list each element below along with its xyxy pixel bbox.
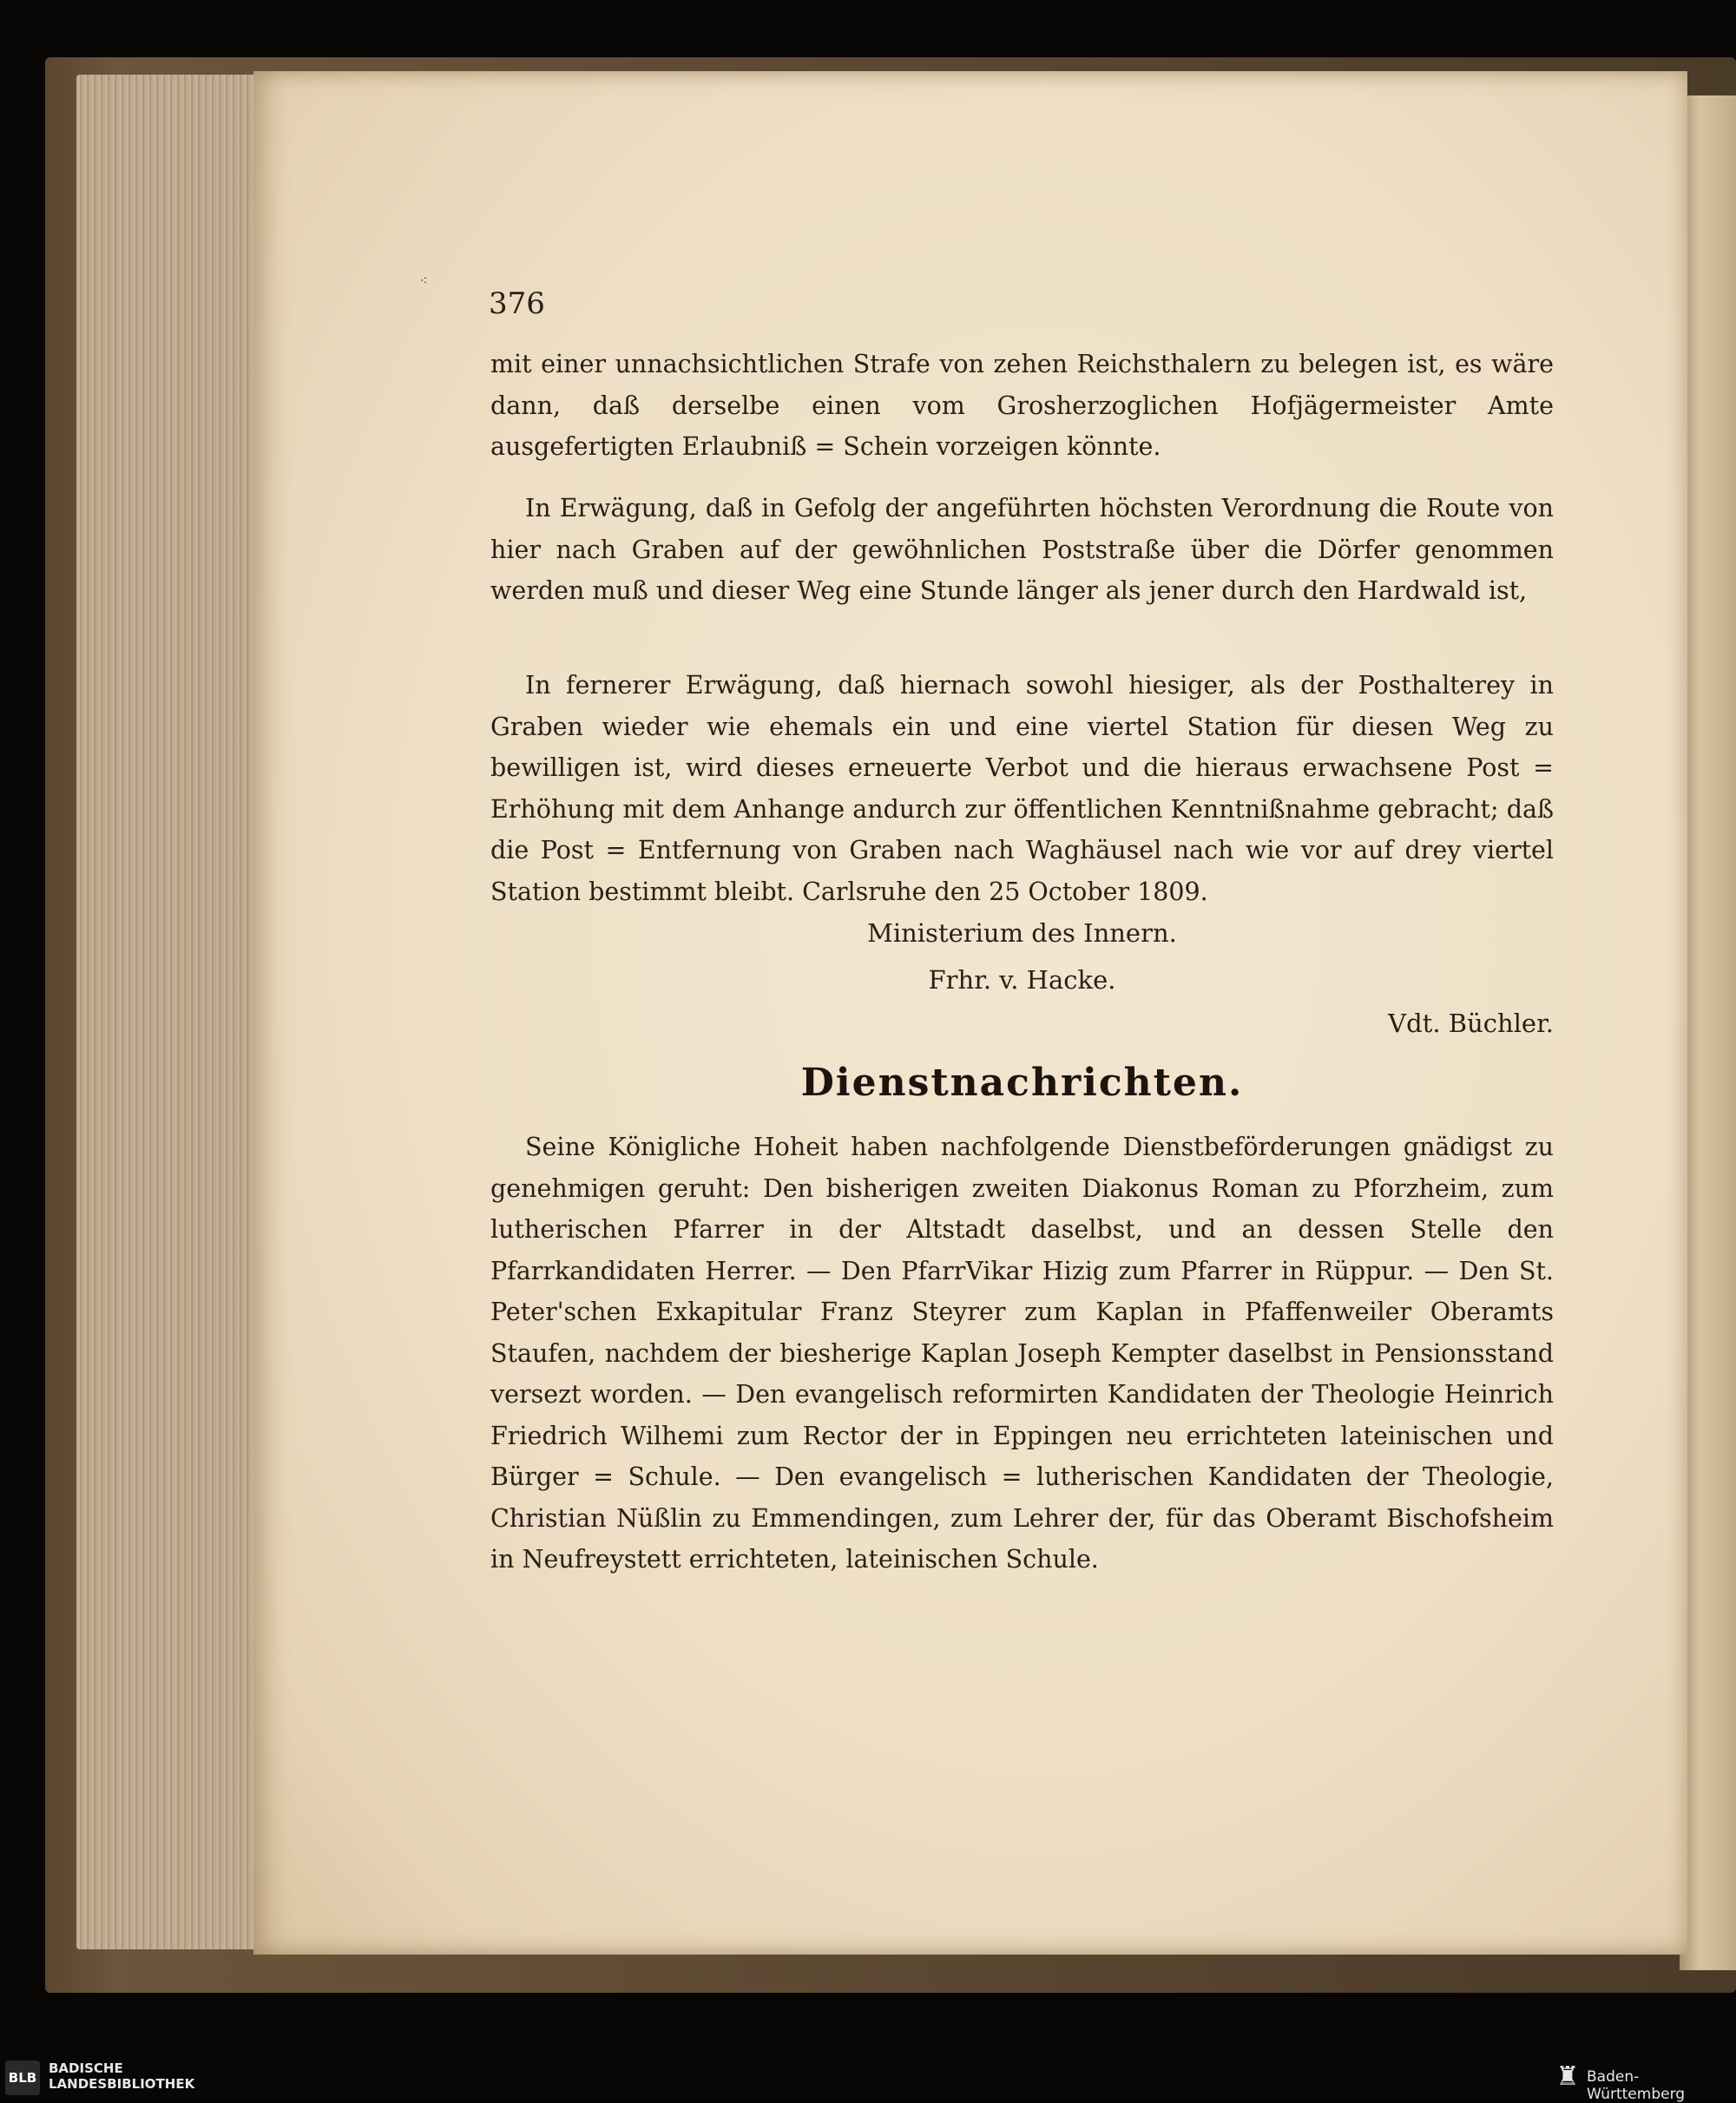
library-name-line-1: BADISCHE <box>49 2060 123 2076</box>
library-logo-icon: BLB <box>5 2060 40 2095</box>
section-heading: Dienstnachrichten. <box>800 1061 1244 1105</box>
state-name: Baden-Württemberg <box>1587 2068 1686 2103</box>
page-number: 376 <box>489 286 545 321</box>
paragraph-3: In fernerer Erwägung, daß hiernach sowohl hiesiger, als der Posthalterey in Graben wieder wie ehemals ein und eine viertel Station für diesen Weg zu bewilligen ist, wird dieses erneuerte Verbot und die hieraus erwachsene Post = Erhöhung mit dem Anhange andurch zur öffentlichen Kenntnißnahme gebracht; daß die Post = Entfernung von Graben nach Waghäusel nach wie vor auf drey viertel Station bestimmt bleibt. Carlsruhe den 25 October 1809. <box>490 671 1554 906</box>
ministry-line: Ministerium des Innern. <box>867 918 1177 948</box>
facing-page-edge <box>1680 95 1736 1970</box>
state-coat-of-arms-icon: ♜ <box>1555 2061 1580 2092</box>
footer-bar <box>0 2055 1736 2099</box>
library-name <box>49 2060 194 2092</box>
signatory-line: Frhr. v. Hacke. <box>928 965 1116 995</box>
paragraph-1: mit einer unnachsichtlichen Strafe von zehen Reichsthalern zu belegen ist, es wäre dann, daß derselbe einen vom Grosherzoglichen Hofjägermeister Amte ausgefertigten Erlaubniß = Schein vorzeigen könnte. <box>490 350 1554 461</box>
section-paragraph: Seine Königliche Hoheit haben nachfolgende Dienstbeförderungen gnädigst zu genehmigen geruht: Den bisherigen zweiten Diakonus Roman zu Pforzheim, zum lutherischen Pfarrer in der Altstadt daselbst, und an dessen Stelle den Pfarrkandidaten Herrer. — Den PfarrVikar Hizig zum Pfarrer in Rüppur. — Den St. Peter'schen Exkapitular Franz Steyrer zum Kaplan in Pfaffenweiler Oberamts Staufen, nachdem der biesherige Kaplan Joseph Kempter daselbst in Pensionsstand versezt worden. — Den evangelisch reformirten Kandidaten der Theologie Heinrich Friedrich Wilhemi zum Rector der in Eppingen neu errichteten lateinischen und Bürger = Schule. — Den evangelisch = lutherischen Kandidaten der Theologie, Christian Nüßlin zu Emmendingen, zum Lehrer der, für das Oberamt Bischofsheim in Neufreystett errichteten, lateinischen Schule. <box>490 1133 1554 1574</box>
ink-speck: ⁖ <box>420 274 428 288</box>
countersign-line: Vdt. Büchler. <box>1388 1009 1554 1038</box>
library-name-line-2: LANDESBIBLIOTHEK <box>49 2076 195 2092</box>
paragraph-2: In Erwägung, daß in Gefolg der angeführten höchsten Verordnung die Route von hier nach Graben auf der gewöhnlichen Poststraße über die Dörfer genommen werden muß und dieser Weg eine Stunde länger als jener durch den Hardwald ist, <box>490 494 1554 605</box>
